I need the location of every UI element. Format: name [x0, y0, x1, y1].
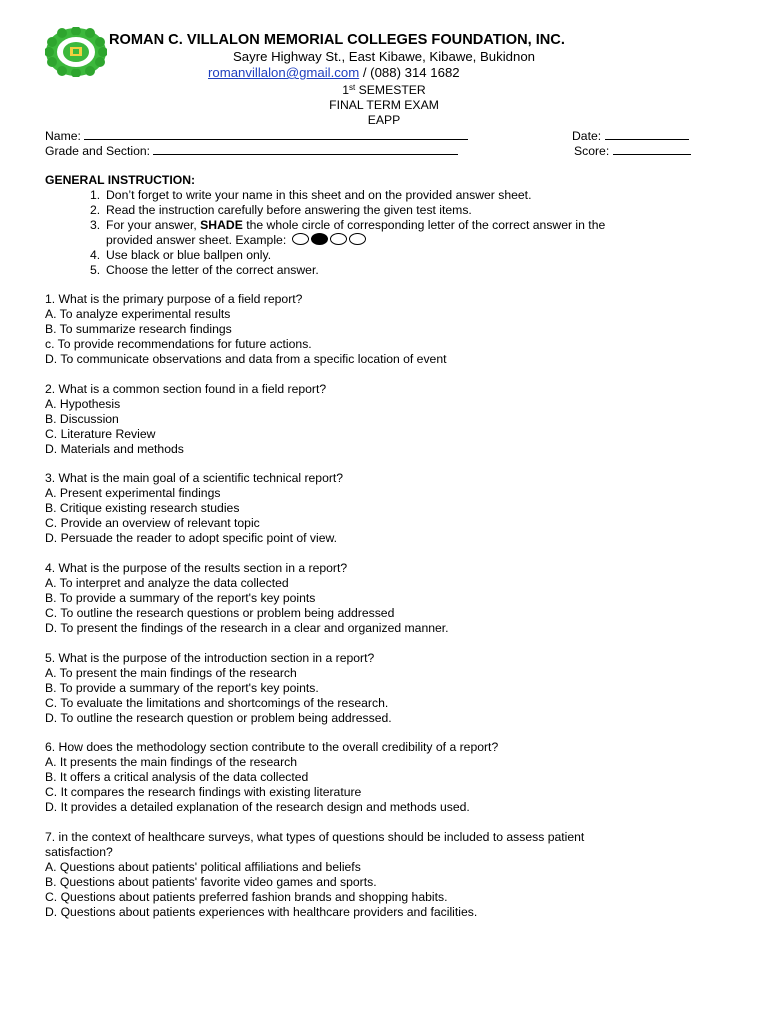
question-text: 5. What is the purpose of the introduction section in a report? [45, 651, 375, 665]
question-3 [45, 471, 343, 546]
choice: C. To evaluate the limitations and shortcomings of the research. [45, 695, 389, 710]
choice: c. To provide recommendations for future actions. [45, 336, 312, 351]
instruction-item: 1. Don’t forget to write your name in this sheet and on the provided answer sheet. [90, 188, 532, 202]
choice: A. To present the main findings of the research [45, 665, 297, 680]
question-4 [45, 561, 449, 636]
question-text: 1. What is the primary purpose of a field report? [45, 292, 303, 306]
choice: C. Questions about patients preferred fashion brands and shopping habits. [45, 889, 448, 904]
choice: D. To present the findings of the research in a clear and organized manner. [45, 620, 449, 635]
phone-number: / (088) 314 1682 [359, 65, 460, 80]
question-2 [45, 382, 326, 457]
choice: D. To outline the research question or problem being addressed. [45, 710, 392, 725]
school-contact [208, 65, 460, 80]
question-7 [45, 830, 584, 919]
example-bubble-shaded [311, 233, 328, 245]
question-6 [45, 740, 498, 815]
question-5 [45, 651, 392, 726]
choice: B. Discussion [45, 411, 119, 426]
school-name: ROMAN C. VILLALON MEMORIAL COLLEGES FOUNDATION, INC. [109, 32, 565, 48]
choice: D. Questions about patients experiences with healthcare providers and facilities. [45, 904, 478, 919]
semester-line: 1st SEMESTER [342, 83, 426, 97]
grade-section-blank[interactable] [153, 143, 458, 155]
instruction-item: 3. For your answer, SHADE the whole circle of corresponding letter of the correct answer in the [90, 217, 606, 232]
exam-term: FINAL TERM EXAM [329, 98, 439, 112]
choice: D. To communicate observations and data from a specific location of event [45, 351, 447, 366]
score-blank[interactable] [613, 143, 691, 155]
choice: A. It presents the main findings of the research [45, 754, 298, 769]
date-blank[interactable] [605, 128, 689, 140]
question-text: 2. What is a common section found in a field report? [45, 382, 327, 396]
instruction-item: 4. Use black or blue ballpen only. [90, 247, 272, 262]
choice: A. To analyze experimental results [45, 306, 231, 321]
example-bubble-empty [292, 233, 309, 245]
choice: C. Literature Review [45, 426, 156, 441]
name-blank[interactable] [84, 128, 468, 140]
school-address: Sayre Highway St., East Kibawe, Kibawe, Bukidnon [232, 49, 535, 64]
choice: B. It offers a critical analysis of the data collected [45, 769, 309, 784]
choice: B. To summarize research findings [45, 321, 232, 336]
choice: D. It provides a detailed explanation of the research design and methods used. [45, 799, 470, 814]
choice: A. Present experimental findings [45, 485, 221, 500]
name-field[interactable]: Name: [45, 128, 468, 143]
choice: B. To provide a summary of the report's key points [45, 590, 316, 605]
choice: B. Critique existing research studies [45, 500, 240, 515]
question-text: 3. What is the main goal of a scientific technical report? [45, 471, 344, 485]
choice: B. Questions about patients' favorite video games and sports. [45, 874, 377, 889]
instruction-item-continued: provided answer sheet. Example: [90, 233, 605, 248]
instructions-list [90, 188, 605, 277]
question-text: 7. in the context of healthcare surveys, what types of questions should be included to assess patient [45, 830, 585, 844]
example-bubble-empty [349, 233, 366, 245]
instructions-title: GENERAL INSTRUCTION: [45, 173, 196, 187]
question-1 [45, 292, 447, 367]
choice: A. Questions about patients' political affiliations and beliefs [45, 859, 361, 874]
instruction-item: 2. Read the instruction carefully before answering the given test items. [90, 202, 472, 217]
choice: A. Hypothesis [45, 396, 121, 411]
choice: D. Persuade the reader to adopt specific point of view. [45, 530, 337, 545]
question-text-continued: satisfaction? [45, 844, 113, 859]
example-bubble-empty [330, 233, 347, 245]
exam-subject: EAPP [367, 113, 401, 127]
choice: D. Materials and methods [45, 441, 184, 456]
date-field[interactable]: Date: [572, 128, 689, 143]
choice: C. Provide an overview of relevant topic [45, 515, 260, 530]
choice: A. To interpret and analyze the data collected [45, 575, 289, 590]
question-text: 4. What is the purpose of the results section in a report? [45, 561, 348, 575]
question-text: 6. How does the methodology section contribute to the overall credibility of a report? [45, 740, 499, 754]
instruction-item: 5. Choose the letter of the correct answer. [90, 262, 319, 277]
choice: C. It compares the research findings with existing literature [45, 784, 362, 799]
score-field[interactable]: Score: [574, 143, 691, 158]
choice: B. To provide a summary of the report's key points. [45, 680, 319, 695]
choice: C. To outline the research questions or problem being addressed [45, 605, 395, 620]
email-link[interactable]: romanvillalon@gmail.com [208, 65, 360, 80]
grade-section-field[interactable]: Grade and Section: [45, 143, 458, 158]
